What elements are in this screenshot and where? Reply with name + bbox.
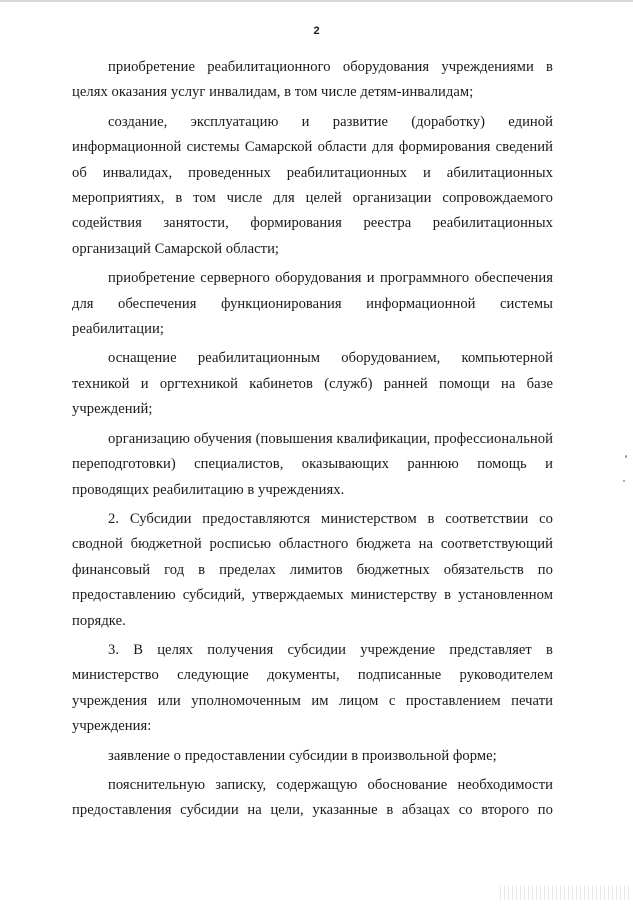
- paragraph-information-system: создание, эксплуатацию и развитие (доработку) единой информационной системы Самарской области для формирования сведений об инвалидах, проведенных реабилитационных и абилитационных мероприятиях, в том числе для целей организации сопровождаемого содействия занятости, формирования реестра реабилитационных организаций Самарской области;: [72, 113, 553, 257]
- paragraph-early-help-offices: оснащение реабилитационным оборудованием, компьютерной техникой и оргтехникой кабинетов (служб) ранней помощи на базе учреждений;: [72, 350, 553, 418]
- page-number: 2: [313, 25, 320, 37]
- paragraph-section-3: 3. В целях получения субсидии учреждение представляет в министерство следующие документы, подписанные руководителем учреждения или уполномоченным им лицом с проставлением печати учреждения:: [72, 641, 553, 735]
- scan-edge: [0, 0, 633, 2]
- scan-speck: [625, 455, 627, 458]
- paragraph-training: организацию обучения (повышения квалификации, профессиональной переподготовки) специалистов, оказывающих раннюю помощь и проводящих реабилитацию в учреждениях.: [72, 430, 553, 498]
- paragraph-explanatory-note: пояснительную записку, содержащую обоснование необходимости предоставления субсидии на цели, указанные в абзацах со второго по: [72, 776, 553, 819]
- document-body: [72, 55, 553, 828]
- paragraph-application: заявление о предоставлении субсидии в произвольной форме;: [108, 747, 497, 764]
- paragraph-equipment-purchase: приобретение реабилитационного оборудования учреждениями в целях оказания услуг инвалидам, в том числе детям-инвалидам;: [72, 59, 553, 101]
- paragraph-server-equipment: приобретение серверного оборудования и программного обеспечения для обеспечения функционирования информационной системы реабилитации;: [72, 270, 553, 338]
- paragraph-section-2: 2. Субсидии предоставляются министерством в соответствии со сводной бюджетной росписью областного бюджета на соответствующий финансовый год в пределах лимитов бюджетных обязательств по предоставлению субсидий, утверждаемых министерству в установленном порядке.: [72, 510, 553, 629]
- scan-noise: [500, 886, 630, 900]
- scan-speck: [623, 480, 625, 482]
